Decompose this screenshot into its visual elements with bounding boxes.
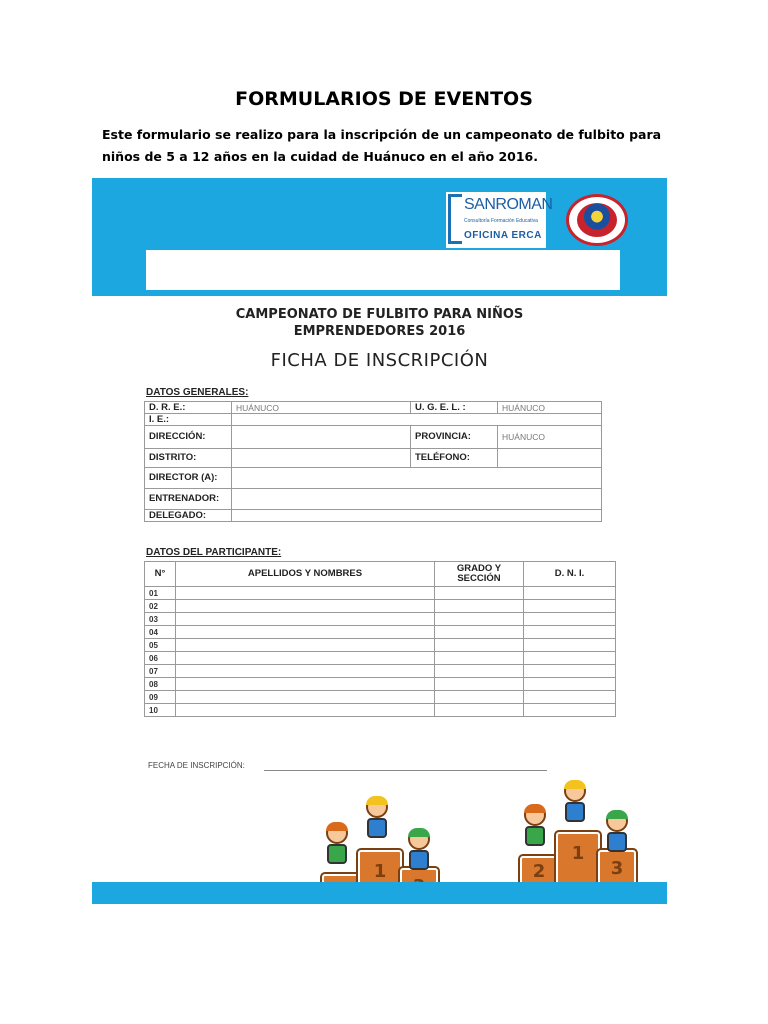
distrito-value — [232, 449, 411, 468]
sanroman-logo — [446, 192, 553, 248]
ugel-value: HUÁNUCO — [498, 402, 602, 414]
col-header-number: N° — [145, 562, 176, 587]
podium-block-second: 2 — [520, 856, 558, 888]
delegado-label: DELEGADO: — [145, 510, 232, 522]
director-label: DIRECTOR (A): — [145, 468, 232, 489]
participant-table — [144, 561, 616, 717]
col-header-grade: GRADO Y SECCIÓN — [435, 562, 524, 587]
header-white-box — [146, 250, 620, 290]
delegado-value — [232, 510, 602, 522]
footer-band — [92, 882, 667, 904]
row-number: 04 — [145, 626, 176, 639]
logo-r-mark — [448, 194, 462, 244]
table-row — [145, 587, 616, 600]
row-number: 09 — [145, 691, 176, 704]
telefono-value — [498, 449, 602, 468]
ugel-label: U. G. E. L. : — [411, 402, 498, 414]
entrenador-label: ENTRENADOR: — [145, 489, 232, 510]
general-data-table — [144, 401, 602, 522]
direccion-label: DIRECCIÓN: — [145, 426, 232, 449]
championship-title — [92, 306, 667, 340]
provincia-value: HUÁNUCO — [498, 426, 602, 449]
row-number: 08 — [145, 678, 176, 691]
table-row — [145, 600, 616, 613]
table-row — [145, 704, 616, 717]
logo-brand-sub: Consultoría Formación Educativa — [464, 218, 538, 224]
ie-label: I. E.: — [145, 414, 232, 426]
participant-section-label: DATOS DEL PARTICIPANTE: — [146, 547, 282, 558]
general-section-label: DATOS GENERALES: — [146, 387, 249, 398]
registration-form-image — [92, 178, 667, 904]
direccion-value — [232, 426, 411, 449]
fecha-inscripcion-line — [264, 770, 547, 771]
page-title: FORMULARIOS DE EVENTOS — [235, 88, 533, 110]
ficha-title: FICHA DE INSCRIPCIÓN — [270, 350, 489, 371]
row-number: 01 — [145, 587, 176, 600]
fecha-inscripcion-label: FECHA DE INSCRIPCIÓN: — [148, 761, 245, 770]
table-row — [145, 652, 616, 665]
dre-value: HUÁNUCO — [232, 402, 411, 414]
table-row — [145, 626, 616, 639]
row-number: 02 — [145, 600, 176, 613]
row-number: 03 — [145, 613, 176, 626]
telefono-label: TELÉFONO: — [411, 449, 498, 468]
school-seal-icon — [566, 194, 628, 246]
dre-label: D. R. E.: — [145, 402, 232, 414]
table-row — [145, 665, 616, 678]
entrenador-value — [232, 489, 602, 510]
podium-block-first: 1 — [556, 832, 600, 888]
provincia-label: PROVINCIA: — [411, 426, 498, 449]
col-header-names: APELLIDOS Y NOMBRES — [176, 562, 435, 587]
logo-brand-office: OFICINA ERCA — [464, 230, 542, 241]
championship-title-line1: CAMPEONATO DE FULBITO PARA NIÑOS — [235, 307, 524, 322]
logo-brand-name: SANROMAN — [464, 196, 553, 213]
table-row — [145, 639, 616, 652]
table-row — [145, 691, 616, 704]
col-header-dni: D. N. I. — [524, 562, 616, 587]
intro-paragraph: Este formulario se realizo para la inscripción de un campeonato de fulbito para niños de 5 a 12 años en la cuidad de Huánuco en el año 2016. — [102, 127, 662, 164]
director-value — [232, 468, 602, 489]
row-number: 07 — [145, 665, 176, 678]
championship-title-line2: EMPRENDEDORES 2016 — [293, 324, 466, 339]
distrito-label: DISTRITO: — [145, 449, 232, 468]
row-number: 06 — [145, 652, 176, 665]
row-number: 05 — [145, 639, 176, 652]
podium-block-first: 1 — [358, 850, 402, 904]
table-row — [145, 678, 616, 691]
podium-block-third: 3 — [598, 850, 636, 888]
ie-value — [232, 414, 602, 426]
row-number: 10 — [145, 704, 176, 717]
table-row — [145, 613, 616, 626]
